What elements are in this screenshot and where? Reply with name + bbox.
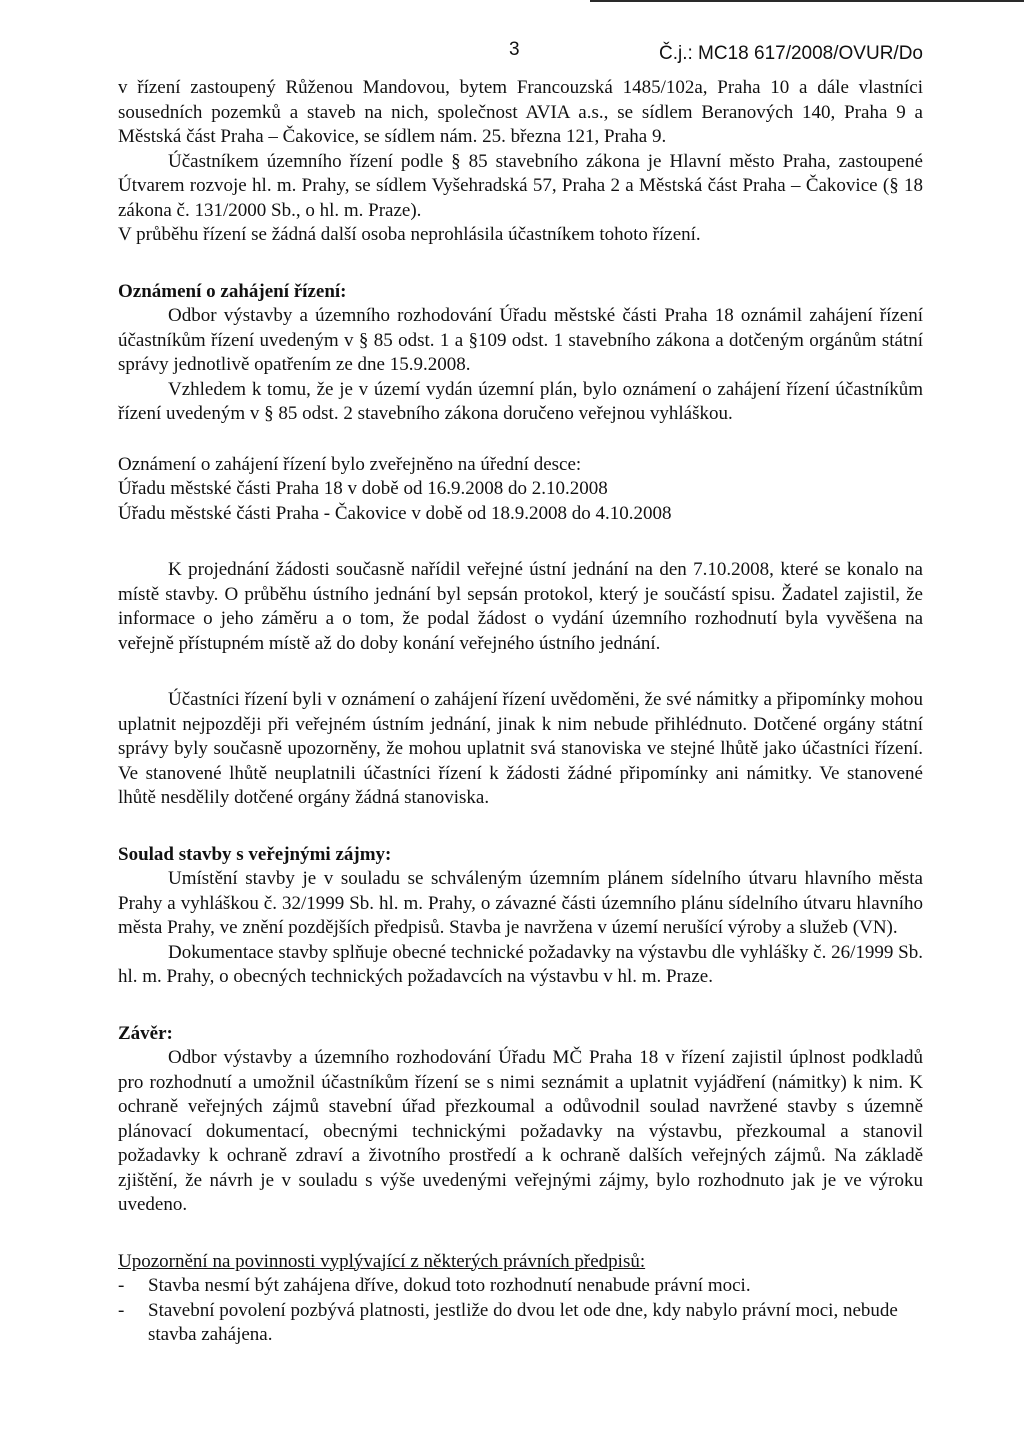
oznameni-paragraph-1: Odbor výstavby a územního rozhodování Úřadu městské části Praha 18 oznámil zahájení řízení účastníkům řízení uvedeným v § 85 odst. 1 a §109 odst. 1 stavebního zákona a dotčeným orgánům státní správy jednotlivě opatřením ze dne 15.9.2008. bbox=[118, 305, 923, 375]
deska-line-1: Oznámení o zahájení řízení bylo zveřejněno na úřední desce: bbox=[118, 453, 582, 475]
page-number: 3 bbox=[509, 39, 520, 60]
soulad-paragraph-2: Dokumentace stavby splňuje obecné technické požadavky na výstavbu dle vyhlášky č. 26/1999 Sb. hl. m. Prahy, o obecných technických požadavcích na výstavbu v hl. m. Praze. bbox=[118, 941, 923, 987]
list-item: - Stavba nesmí být zahájena dříve, dokud toto rozhodnutí nenabude právní moci. bbox=[118, 1274, 923, 1299]
intro-paragraph-2: Účastníkem územního řízení podle § 85 stavebního zákona je Hlavní město Praha, zastoupené Útvarem rozvoje hl. m. Prahy, se sídlem Vyšehradská 57, Praha 2 a Městská část Praha – Čakovice (§ 18 zákona č. 131/2000 Sb., o hl. m. Praze). bbox=[118, 150, 923, 221]
document-page bbox=[118, 38, 923, 1348]
upozorneni-list bbox=[118, 1274, 923, 1348]
list-item: - Stavební povolení pozbývá platnosti, jestliže do dvou let ode dne, kdy nabylo právní moci, nebude stavba zahájena. bbox=[118, 1299, 923, 1348]
reference-number: Č.j.: MC18 617/2008/OVUR/Do bbox=[658, 43, 923, 64]
section-oznameni bbox=[118, 280, 923, 427]
intro-paragraph-3: V průběhu řízení se žádná další osoba neprohlásila účastníkem tohoto řízení. bbox=[118, 224, 701, 245]
deska-line-3: Úřadu městské části Praha - Čakovice v době od 18.9.2008 do 4.10.2008 bbox=[118, 502, 672, 524]
section-jednani bbox=[118, 558, 923, 811]
section-soulad bbox=[118, 843, 923, 990]
jednani-paragraph-1: K projednání žádosti současně nařídil veřejné ústní jednání na den 7.10.2008, které se konalo na místě stavby. O průběhu ústního jednání byl sepsán protokol, který je součástí spisu. Žadatel zajistil, že informace o jeho záměru a o tom, že podal žádost o vydání územního rozhodnutí byla vyvěšena na veřejně přístupném místě až do doby konání veřejného ústního jednání. bbox=[118, 559, 923, 654]
oznameni-paragraph-2: Vzhledem k tomu, že je v území vydán územní plán, bylo oznámení o zahájení řízení účastníkům řízení uvedeným v § 85 odst. 2 stavebního zákona doručeno veřejnou vyhláškou. bbox=[118, 378, 923, 424]
section-upozorneni bbox=[118, 1250, 923, 1348]
section-heading-soulad: Soulad stavby s veřejnými zájmy: bbox=[118, 843, 392, 865]
deska-line-2: Úřadu městské části Praha 18 v době od 16.9.2008 do 2.10.2008 bbox=[118, 478, 608, 499]
section-heading-oznameni: Oznámení o zahájení řízení: bbox=[118, 280, 347, 302]
scan-edge-line bbox=[590, 0, 1024, 2]
intro-paragraph-1: v řízení zastoupený Růženou Mandovou, bytem Francouzská 1485/102a, Praha 10 a dále vlastníci sousedních pozemků a staveb na nich, společnost AVIA a.s., se sídlem Beranových 140, Praha 9 a Městská část Praha – Čakovice, se sídlem nám. 25. března 121, Praha 9. bbox=[118, 77, 923, 147]
soulad-paragraph-1: Umístění stavby je v souladu se schváleným územním plánem sídelního útvaru hlavního města Prahy a vyhláškou č. 32/1999 Sb. hl. m. Prahy, o závazné části územního plánu sídelního útvaru hlavního města Prahy, ve znění pozdějších předpisů. Stavba je navržena v území nerušící výroby a služeb (VN). bbox=[118, 868, 923, 938]
section-zaver bbox=[118, 1022, 923, 1218]
section-deska bbox=[118, 453, 923, 527]
page-header bbox=[118, 38, 923, 76]
zaver-paragraph-1: Odbor výstavby a územního rozhodování Úřadu MČ Praha 18 v řízení zajistil úplnost podkladů pro rozhodnutí a umožnil účastníkům řízení se s nimi seznámit a uplatnit vyjádření (námitky) k nim. K ochraně veřejných zájmů stavební úřad přezkoumal a odůvodnil soulad navržené stavby s územně plánovací dokumentací, obecnými technickými požadavky na výstavbu, přezkoumal a stanovil požadavky k ochraně zdraví a životního prostředí a k ochraně dalších veřejných zájmů. Na základě zjištění, že návrh je v souladu s výše uvedenými veřejnými zájmy, bylo rozhodnuto jak je ve výroku uvedeno. bbox=[118, 1047, 923, 1215]
section-heading-zaver: Závěr: bbox=[118, 1022, 173, 1044]
section-heading-upozorneni: Upozornění na povinnosti vyplývající z některých právních předpisů: bbox=[118, 1250, 646, 1272]
jednani-paragraph-2: Účastníci řízení byli v oznámení o zahájení řízení uvědoměni, že své námitky a připomínky mohou uplatnit nejpozději při veřejném ústním jednání, jinak k nim nebude přihlédnuto. Dotčené orgány státní správy byly současně upozorněny, že mohou uplatnit svá stanoviska ve stejné lhůtě jako účastníci řízení. Ve stanovené lhůtě neuplatnili účastníci řízení k žádosti žádné připomínky ani námitky. Ve stanovené lhůtě nesdělily dotčené orgány žádná stanoviska. bbox=[118, 689, 923, 808]
